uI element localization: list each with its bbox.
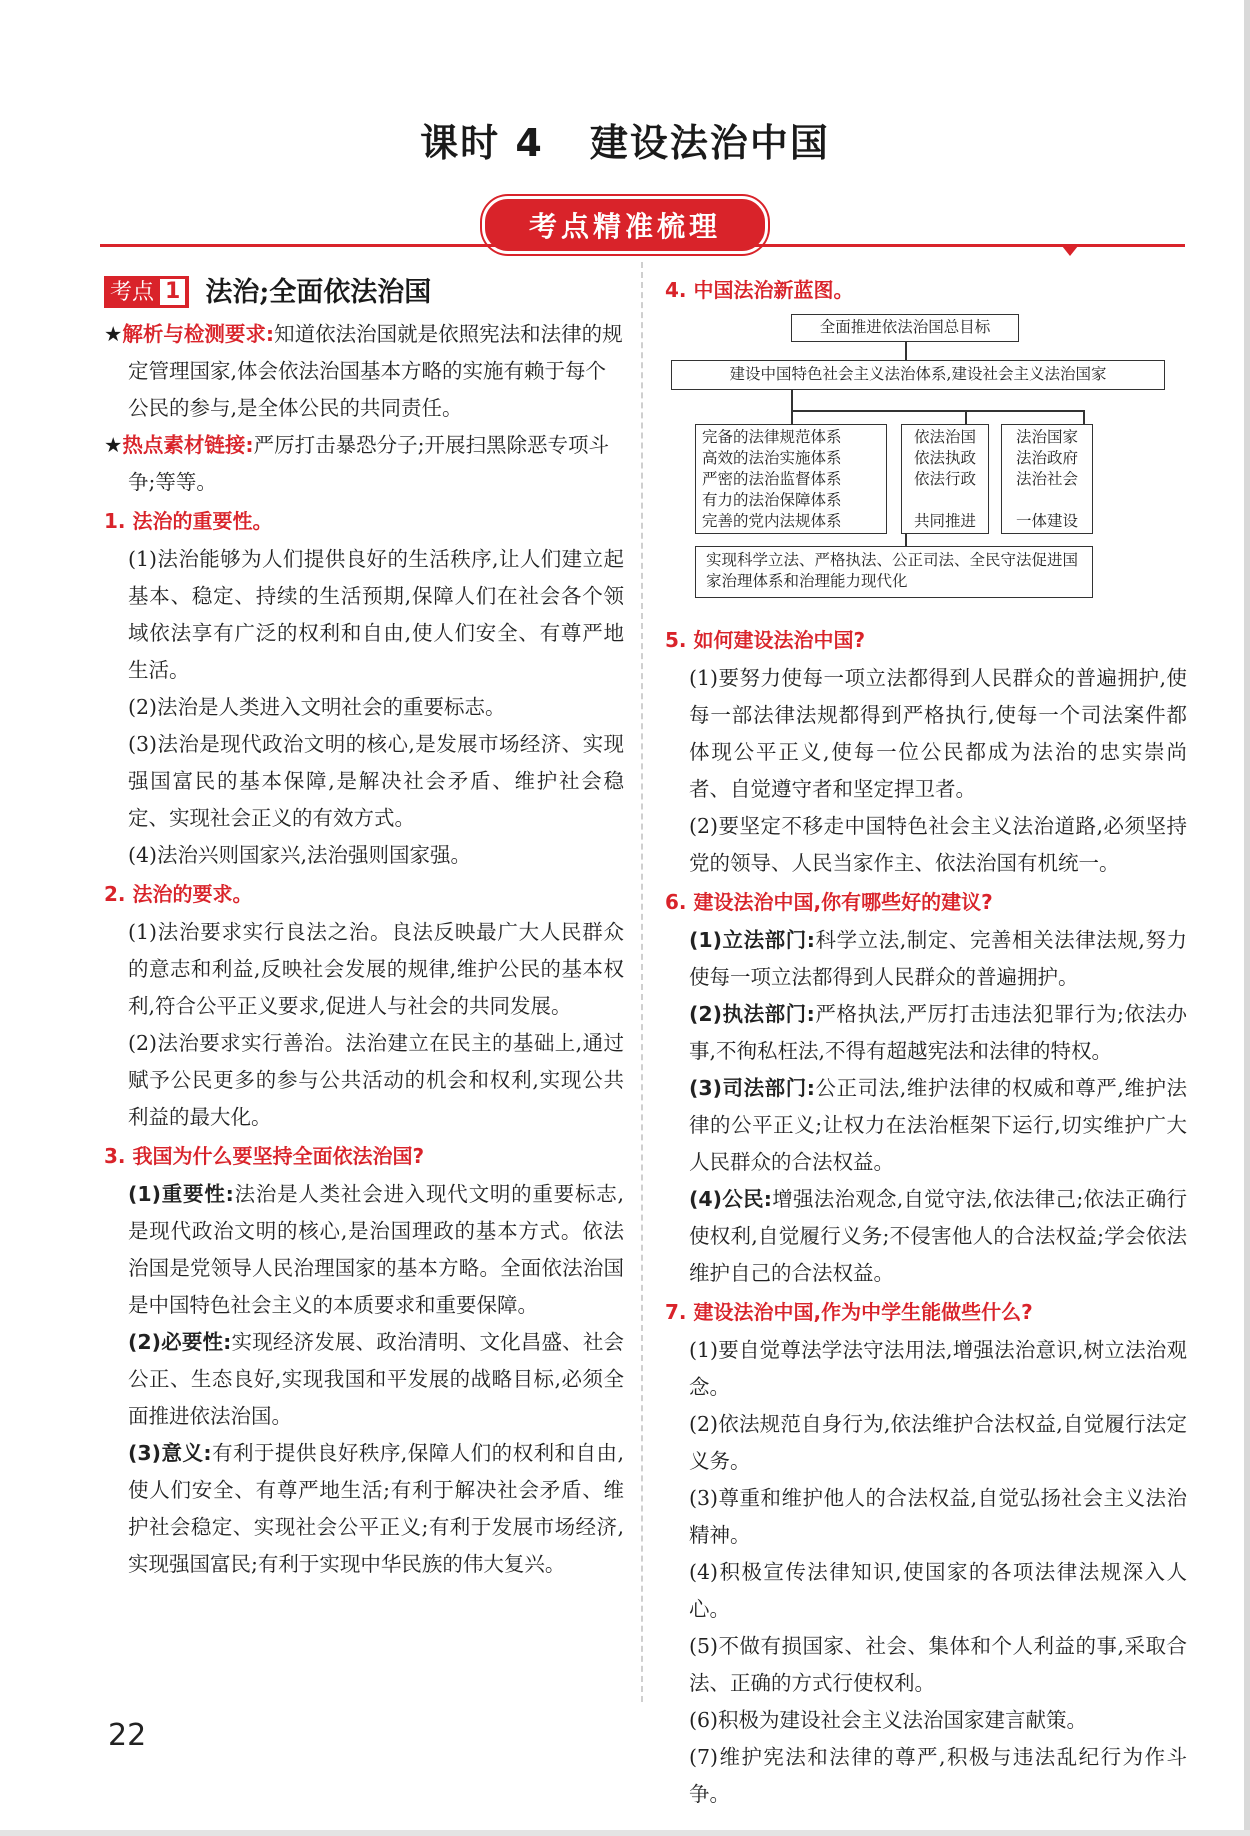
diagram-society-item: 法治国家 (1015, 428, 1078, 446)
section-heading-4: 4. 中国法治新蓝图。 (665, 278, 854, 302)
list-item: (3)尊重和维护他人的合法权益,自觉弘扬社会主义法治精神。 (689, 1486, 1187, 1547)
list-item: (1)要自觉尊法学法守法用法,增强法治意识,树立法治观念。 (689, 1338, 1187, 1399)
item-text: 有利于提供良好秩序,保障人们的权利和自由,使人们安全、有尊严地生活;有利于解决社会矛盾、维护社会稳定、实现社会公平正义;有利于发展市场经济,实现强国富民;有利于实现中华民族的伟大复兴。 (128, 1441, 624, 1576)
diagram-system-box (695, 424, 887, 534)
diagram-governance-bottom: 共同推进 (913, 512, 976, 530)
list-item: (6)积极为建设社会主义法治国家建言献策。 (689, 1708, 1088, 1732)
list-item (104, 1324, 624, 1435)
section-heading-1: 1. 法治的重要性。 (104, 509, 273, 533)
diagram-connector (791, 410, 793, 424)
item-label: (3)司法部门: (689, 1076, 815, 1100)
diagram-connector (905, 342, 907, 360)
section-heading-2: 2. 法治的要求。 (104, 882, 253, 906)
list-item (104, 1435, 624, 1583)
page-bottom-edge (0, 1830, 1250, 1836)
diagram-second-box: 建设中国特色社会主义法治体系,建设社会主义法治国家 (671, 360, 1165, 390)
right-column (665, 270, 1187, 1813)
section-heading-7: 7. 建设法治中国,作为中学生能做些什么? (665, 1300, 1033, 1324)
diagram-society-bottom: 一体建设 (1015, 512, 1078, 530)
item-text: 法治是人类社会进入现代文明的重要标志,是现代政治文明的核心,是治国理政的基本方式。依法治国是党领导人民治理国家的基本方略。全面依法治国是中国特色社会主义的本质要求和重要保障。 (128, 1182, 625, 1317)
diagram-connector (905, 534, 907, 546)
item-text: 增强法治观念,自觉守法,依法律己;依法正确行使权利,自觉履行义务;不侵害他人的合法权益;学会依法维护自己的合法权益。 (689, 1187, 1187, 1285)
lesson-title: 建设法治中国 (589, 121, 830, 165)
analysis-paragraph (104, 316, 624, 427)
list-item: (2)要坚定不移走中国特色社会主义法治道路,必须坚持党的领导、人民当家作主、依法治国有机统一。 (689, 814, 1187, 875)
item-text: 实现经济发展、政治清明、文化昌盛、社会公正、生态良好,实现我国和平发展的战略目标,必须全面推进依法治国。 (128, 1330, 625, 1428)
header-rule (100, 244, 1185, 247)
list-item (104, 1176, 624, 1324)
column-divider (641, 262, 643, 1702)
list-item: (4)积极宣传法律知识,使国家的各项法律法规深入人心。 (689, 1560, 1187, 1621)
list-item: (2)依法规范自身行为,依法维护合法权益,自觉履行法定义务。 (689, 1412, 1187, 1473)
diagram-connector (791, 410, 1083, 412)
page-edge (1244, 0, 1250, 1836)
diagram-governance-item: 依法执政 (913, 449, 976, 467)
lesson-number: 课时 4 (420, 121, 544, 165)
kaodian-header (104, 270, 624, 314)
list-item: (7)维护宪法和法律的尊严,积极与违法乱纪行为作斗争。 (689, 1745, 1187, 1806)
diagram-society-box (1001, 424, 1093, 534)
diagram-governance-item: 依法治国 (913, 428, 976, 446)
list-item: (4)法治兴则国家兴,法治强则国家强。 (128, 843, 472, 867)
item-text: 严格执法,严厉打击违法犯罪行为;依法办事,不徇私枉法,不得有超越宪法和法律的特权。 (689, 1002, 1187, 1063)
item-label: (1)重要性: (128, 1182, 234, 1206)
star-icon: ★ (104, 433, 123, 457)
list-item: (1)法治能够为人们提供良好的生活秩序,让人们建立起基本、稳定、持续的生活预期,保障人们在社会各个领域依法享有广泛的权利和自由,使人们安全、有尊严地生活。 (128, 547, 624, 682)
hot-material-text: 严厉打击暴恐分子;开展扫黑除恶专项斗争;等等。 (128, 433, 609, 494)
list-item: (5)不做有损国家、社会、集体和个人利益的事,采取合法、正确的方式行使权利。 (689, 1634, 1187, 1695)
list-item (665, 996, 1187, 1070)
list-item: (3)法治是现代政治文明的核心,是发展市场经济、实现强国富民的基本保障,是解决社会矛盾、维护社会稳定、实现社会正义的有效方式。 (128, 732, 624, 830)
diagram-system-item: 有力的法治保障体系 (702, 491, 842, 509)
item-label: (4)公民: (689, 1187, 772, 1211)
item-label: (1)立法部门: (689, 928, 815, 952)
hot-material-paragraph (104, 427, 624, 501)
section-banner: 考点精准梳理 (482, 196, 768, 254)
section-heading-3: 3. 我国为什么要坚持全面依法治国? (104, 1144, 425, 1168)
diagram-governance-item: 依法行政 (913, 470, 976, 488)
item-label: (3)意义: (128, 1441, 212, 1465)
item-label: (2)必要性: (128, 1330, 232, 1354)
section-heading-6: 6. 建设法治中国,你有哪些好的建议? (665, 890, 993, 914)
page-number: 22 (108, 1718, 147, 1753)
list-item (665, 922, 1187, 996)
hot-material-label: 热点素材链接: (122, 433, 254, 457)
item-text: 科学立法,制定、完善相关法律法规,努力使每一项立法都得到人民群众的普遍拥护。 (689, 928, 1187, 989)
list-item (665, 1070, 1187, 1181)
analysis-label: 解析与检测要求: (122, 322, 275, 346)
diagram-system-item: 完善的党内法规体系 (702, 512, 842, 530)
diagram-top-box: 全面推进依法治国总目标 (791, 314, 1019, 342)
diagram-connector (965, 410, 967, 424)
section-heading-5: 5. 如何建设法治中国? (665, 628, 866, 652)
diagram-system-item: 高效的法治实施体系 (702, 449, 842, 467)
star-icon: ★ (104, 322, 123, 346)
kaodian-number: 1 (160, 279, 185, 305)
list-item (665, 1181, 1187, 1292)
diagram-connector (1083, 410, 1085, 424)
analysis-text: 知道依法治国就是依照宪法和法律的规定管理国家,体会依法治国基本方略的实施有赖于每个公民的参与,是全体公民的共同责任。 (128, 322, 623, 420)
header-rule-notch (1062, 246, 1078, 256)
list-item: (2)法治要求实行善治。法治建立在民主的基础上,通过赋予公民更多的参与公共活动的机会和权利,实现公共利益的最大化。 (128, 1031, 624, 1129)
diagram-connector (791, 390, 793, 410)
rule-of-law-blueprint-diagram (665, 314, 1187, 614)
list-item: (1)法治要求实行良法之治。良法反映最广大人民群众的意志和利益,反映社会发展的规律,维护公民的基本权利,符合公平正义要求,促进人与社会的共同发展。 (128, 920, 624, 1018)
left-column (104, 270, 624, 1583)
list-item: (2)法治是人类进入文明社会的重要标志。 (128, 695, 506, 719)
diagram-bottom-box: 实现科学立法、严格执法、公正司法、全民守法促进国家治理体系和治理能力现代化 (695, 546, 1093, 598)
kaodian-title: 法治;全面依法治国 (205, 276, 432, 308)
diagram-system-item: 严密的法治监督体系 (702, 470, 842, 488)
diagram-society-item: 法治社会 (1015, 470, 1078, 488)
kaodian-label: 考点 (110, 279, 155, 305)
diagram-society-item: 法治政府 (1015, 449, 1078, 467)
kaodian-badge (104, 276, 189, 308)
list-item: (1)要努力使每一项立法都得到人民群众的普遍拥护,使每一部法律法规都得到严格执行,使每一个司法案件都体现公平正义,使每一位公民都成为法治的忠实崇尚者、自觉遵守者和坚定捍卫者。 (689, 666, 1187, 801)
page-title (0, 112, 1250, 167)
diagram-governance-box (901, 424, 989, 534)
item-label: (2)执法部门: (689, 1002, 815, 1026)
item-text: 公正司法,维护法律的权威和尊严,维护法律的公平正义;让权力在法治框架下运行,切实维护广大人民群众的合法权益。 (689, 1076, 1187, 1174)
diagram-system-item: 完备的法律规范体系 (702, 428, 842, 446)
